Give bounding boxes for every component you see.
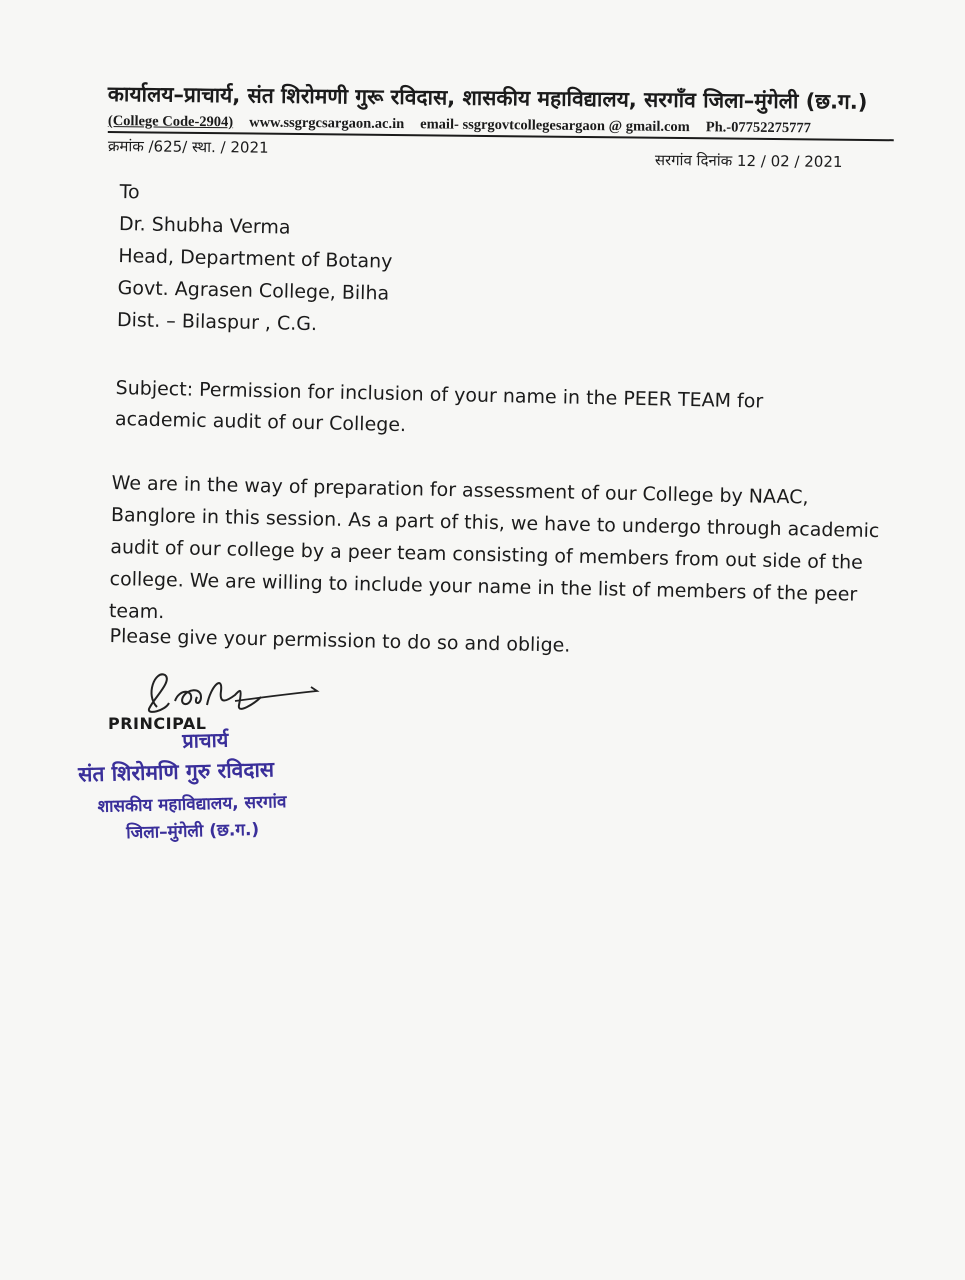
college-website: www.ssgrgcsargaon.ac.in xyxy=(249,114,405,133)
signatory-title: PRINCIPAL xyxy=(108,714,207,733)
recipient-institution: Govt. Agrasen College, Bilha xyxy=(117,276,390,305)
letterhead-title: कार्यालय–प्राचार्य, संत शिरोमणी गुरू रविदास, शासकीय महाविद्यालय, सरगाँव जिला–मुंगेली (छ.ग.) xyxy=(107,81,868,114)
address-to: To xyxy=(119,180,140,204)
college-phone: Ph.-07752275777 xyxy=(705,119,812,137)
letter-body: We are in the way of preparation for assessment of our College by NAAC, Banglore in this session. As a part of this, we have to undergo through academic audit of our college by a peer team consisting of members from out side of the college. We are willing to include your name in the list of members of the peer team. xyxy=(108,471,880,624)
recipient-designation: Head, Department of Botany xyxy=(118,244,393,273)
college-code: (College Code-2904) xyxy=(107,113,234,131)
official-stamp xyxy=(60,723,323,845)
stamp-line-2: संत शिरोमणि गुरु रविदास xyxy=(77,757,275,787)
recipient-address xyxy=(117,176,394,342)
reference-number: क्रमांक /625/ स्था. / 2021 xyxy=(107,136,269,157)
letter-date: सरगांव दिनांक 12 / 02 / 2021 xyxy=(654,150,843,171)
stamp-line-1: प्राचार्य xyxy=(181,727,229,753)
letter-subject: Subject: Permission for inclusion of your name in the PEER TEAM for academic audit of our College. xyxy=(114,376,764,437)
college-email: email- ssgrgovtcollegesargaon @ gmail.com xyxy=(420,116,690,136)
recipient-district: Dist. – Bilaspur , C.G. xyxy=(116,308,318,336)
recipient-name: Dr. Shubha Verma xyxy=(118,212,291,239)
stamp-line-4: जिला–मुंगेली (छ.ग.) xyxy=(125,819,260,844)
letter-closing: Please give your permission to do so and oblige. xyxy=(109,624,571,657)
stamp-line-3: शासकीय महाविद्यालय, सरगांव xyxy=(97,792,287,818)
